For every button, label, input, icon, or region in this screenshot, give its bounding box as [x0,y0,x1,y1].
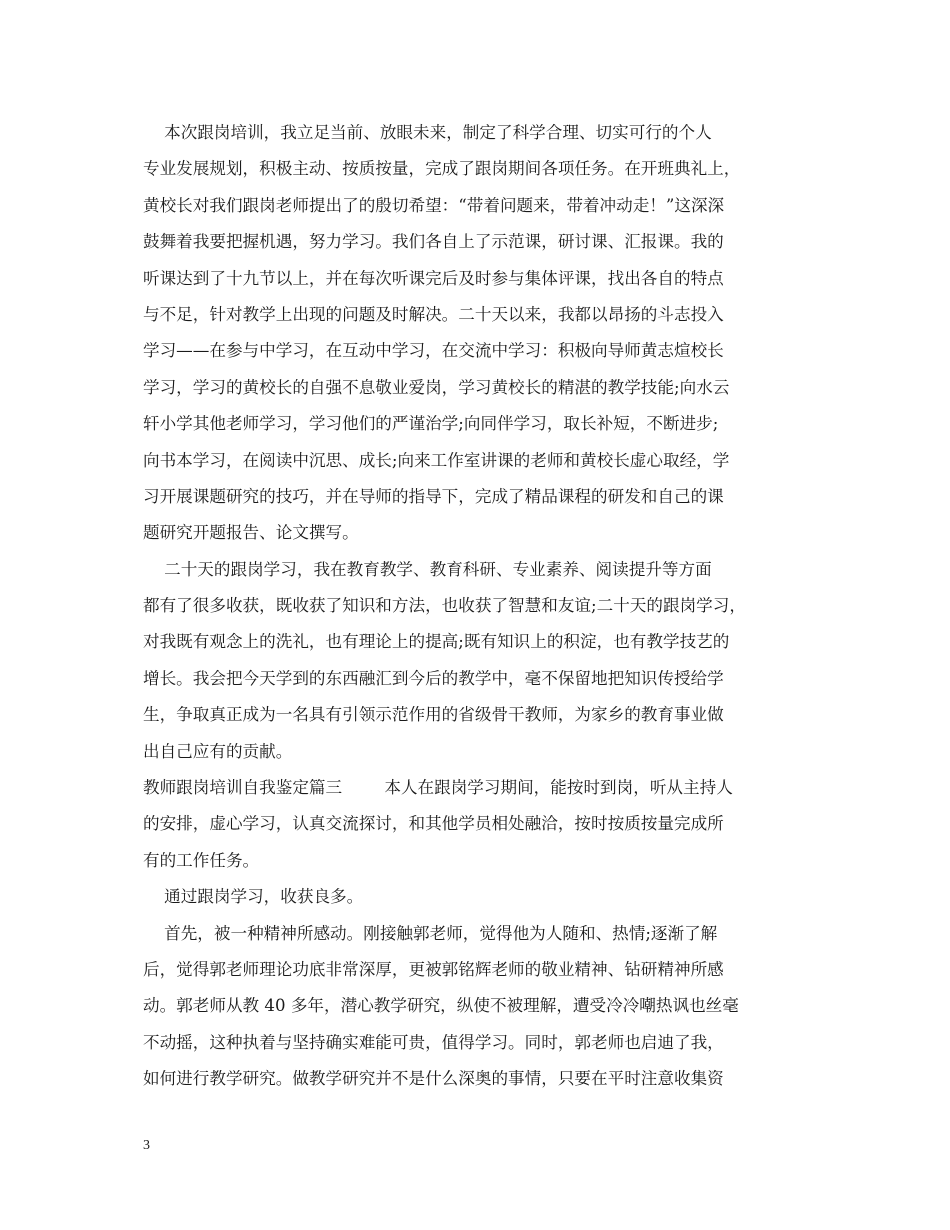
text-line: 与不足，针对教学上出现的问题及时解决。二十天以来，我都以昂扬的斗志投入 [143,304,724,324]
text-line: 向书本学习，在阅读中沉思、成长;向来工作室讲课的老师和黄校长虚心取经，学 [143,450,730,470]
section-heading-line: 教师跟岗培训自我鉴定篇三 本人在跟岗学习期间，能按时到岗，听从主持人 [143,778,733,798]
text-line: 都有了很多收获，既收获了知识和方法，也收获了智慧和友谊;二十天的跟岗学习， [143,596,746,616]
text-line: 轩小学其他老师学习，学习他们的严谨治学;向同伴学习，取长补短，不断进步; [143,414,719,434]
text-line: 习开展课题研究的技巧，并在导师的指导下，完成了精品课程的研发和自己的课 [143,486,724,506]
text-line: 有的工作任务。 [143,850,260,870]
text-line: 学习，学习的黄校长的自强不息敬业爱岗，学习黄校长的精湛的教学技能;向水云 [143,377,730,397]
text-line: 学习——在参与中学习，在互动中学习，在交流中学习：积极向导师黄志煊校长 [143,341,724,361]
text-line: 增长。我会把今天学到的东西融汇到今后的教学中，毫不保留地把知识传授给学 [143,668,724,688]
text-line: 出自己应有的贡献。 [143,741,293,761]
text-line: 不动摇，这种执着与坚持确实难能可贵，值得学习。同时，郭老师也启迪了我， [143,1032,724,1052]
text-line: 专业发展规划，积极主动、按质按量，完成了跟岗期间各项任务。在开班典礼上， [143,159,741,179]
text-line: 听课达到了十九节以上，并在每次听课完后及时参与集体评课，找出各自的特点 [143,268,724,288]
body-text [143,115,823,1098]
text-line: 通过跟岗学习，收获良多。 [143,887,364,907]
text-line: 黄校长对我们跟岗老师提出了的殷切希望：“带着问题来，带着冲动走！”这深深 [143,195,725,215]
text-line: 如何进行教学研究。做教学研究并不是什么深奥的事情，只要在平时注意收集资 [143,1069,724,1089]
text-line: 鼓舞着我要把握机遇，努力学习。我们各自上了示范课，研讨课、汇报课。我的 [143,232,724,252]
text-line: 对我既有观念上的洗礼，也有理论上的提高;既有知识上的积淀，也有教学技艺的 [143,632,730,652]
text-line: 的安排，虚心学习，认真交流探讨，和其他学员相处融洽，按时按质按量完成所 [143,814,724,834]
page-number: 3 [143,1138,150,1153]
text-line: 题研究开题报告、论文撰写。 [143,523,359,543]
text-line: 首先，被一种精神所感动。刚接触郭老师，觉得他为人随和、热情;逐渐了解 [143,923,718,943]
text-line: 二十天的跟岗学习，我在教育教学、教育科研、专业素养、阅读提升等方面 [143,559,712,579]
text-line: 后，觉得郭老师理论功底非常深厚，更被郭铭辉老师的敬业精神、钻研精神所感 [143,959,724,979]
text-line: 生，争取真正成为一名具有引领示范作用的省级骨干教师，为家乡的教育事业做 [143,705,724,725]
text-line: 本次跟岗培训，我立足当前、放眼未来，制定了科学合理、切实可行的个人 [143,123,712,142]
text-line: 动。郭老师从教 40 多年，潜心教学研究，纵使不被理解，遭受冷冷嘲热讽也丝毫 [143,996,739,1016]
